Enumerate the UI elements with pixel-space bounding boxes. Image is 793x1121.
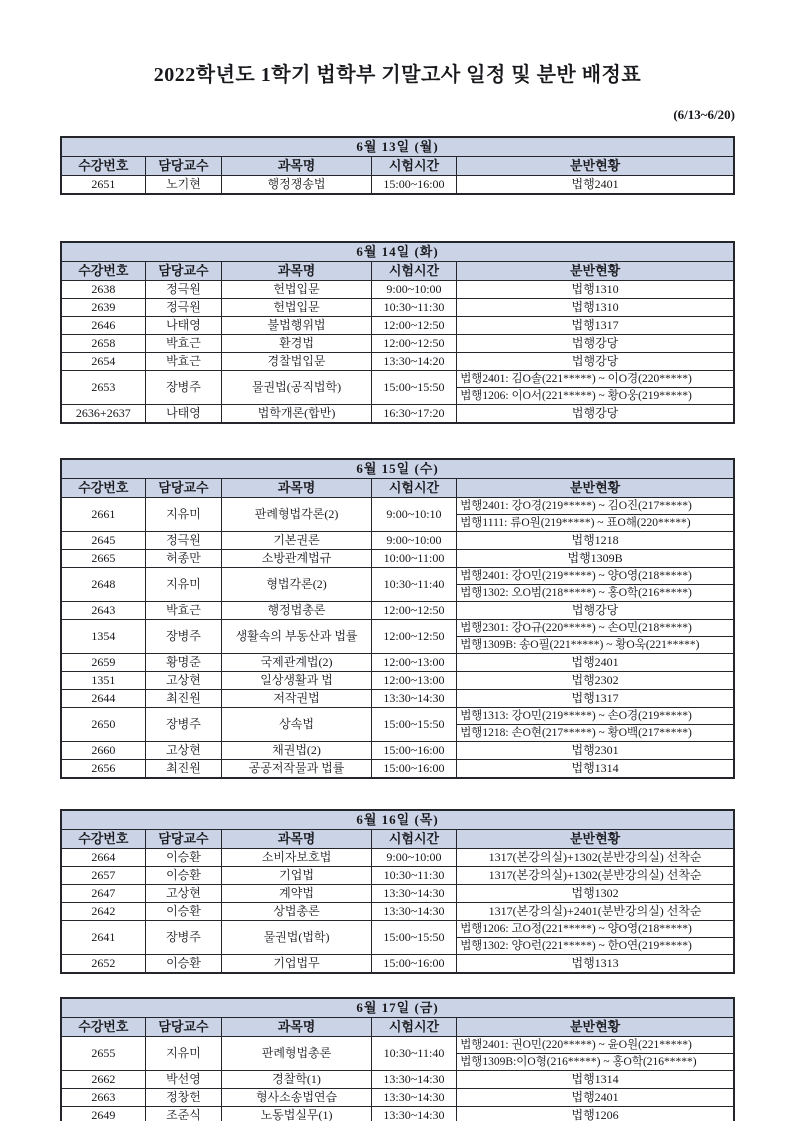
cell-code: 2655 bbox=[61, 1037, 145, 1071]
cell-time: 10:30~11:30 bbox=[371, 299, 456, 317]
cell-room-assignment: 법행강당 bbox=[457, 335, 734, 353]
cell-room-assignment: 법행2401 bbox=[457, 1089, 734, 1107]
cell-room-assignment: 법행강당 bbox=[457, 602, 734, 620]
cell-subject: 국제관계법(2) bbox=[222, 654, 371, 672]
cell-time: 13:30~14:30 bbox=[371, 690, 456, 708]
cell-code: 2638 bbox=[61, 281, 145, 299]
exam-schedule-tables bbox=[60, 136, 735, 1121]
cell-room-assignment: 법행2401: 강O민(219*****) ~ 양O영(218*****) bbox=[457, 568, 734, 585]
cell-subject: 소방관계법규 bbox=[222, 550, 371, 568]
cell-time: 12:00~12:50 bbox=[371, 602, 456, 620]
cell-code: 2664 bbox=[61, 849, 145, 867]
cell-professor: 고상현 bbox=[145, 885, 222, 903]
cell-code: 2639 bbox=[61, 299, 145, 317]
cell-professor: 이승환 bbox=[145, 955, 222, 974]
cell-code: 2654 bbox=[61, 353, 145, 371]
table-date-title: 6월 14일 (화) bbox=[61, 242, 734, 262]
cell-time: 10:00~11:00 bbox=[371, 550, 456, 568]
exam-day-table bbox=[60, 458, 735, 779]
cell-subject: 노동법실무(1) bbox=[222, 1107, 371, 1121]
cell-time: 12:00~13:00 bbox=[371, 672, 456, 690]
table-row bbox=[61, 1107, 734, 1121]
column-header: 담당교수 bbox=[145, 157, 222, 176]
cell-professor: 지유미 bbox=[145, 1037, 222, 1071]
cell-room-assignment: 법행1218 bbox=[457, 532, 734, 550]
column-header: 담당교수 bbox=[145, 830, 222, 849]
cell-room-assignment: 법행2401: 권O민(220*****) ~ 윤O원(221*****) bbox=[457, 1037, 734, 1054]
cell-room-assignment: 법행1317 bbox=[457, 690, 734, 708]
cell-code: 2661 bbox=[61, 498, 145, 532]
cell-professor: 장병주 bbox=[145, 921, 222, 955]
cell-professor: 최진원 bbox=[145, 690, 222, 708]
cell-subject: 형사소송법연습 bbox=[222, 1089, 371, 1107]
column-header: 분반현황 bbox=[457, 830, 734, 849]
column-header: 담당교수 bbox=[145, 1018, 222, 1037]
cell-professor: 지유미 bbox=[145, 568, 222, 602]
cell-room-assignment: 법행1218: 손O현(217*****) ~ 황O백(217*****) bbox=[457, 725, 734, 742]
cell-professor: 정극원 bbox=[145, 532, 222, 550]
cell-room-assignment: 법행1302: 오O범(218*****) ~ 홍O학(216*****) bbox=[457, 585, 734, 602]
cell-time: 15:00~15:50 bbox=[371, 371, 456, 405]
cell-subject: 물권법(법학) bbox=[222, 921, 371, 955]
cell-subject: 판례형법총론 bbox=[222, 1037, 371, 1071]
cell-time: 10:30~11:40 bbox=[371, 1037, 456, 1071]
cell-professor: 나태영 bbox=[145, 405, 222, 424]
table-row bbox=[61, 317, 734, 335]
cell-code: 2647 bbox=[61, 885, 145, 903]
cell-subject: 형법각론(2) bbox=[222, 568, 371, 602]
table-row bbox=[61, 568, 734, 585]
cell-room-assignment: 법행2401 bbox=[457, 176, 734, 195]
cell-time: 13:30~14:30 bbox=[371, 1107, 456, 1121]
column-header: 수강번호 bbox=[61, 479, 145, 498]
cell-subject: 행정법총론 bbox=[222, 602, 371, 620]
table-row bbox=[61, 281, 734, 299]
cell-time: 13:30~14:20 bbox=[371, 353, 456, 371]
cell-room-assignment: 1317(본강의실)+2401(분반강의실) 선착순 bbox=[457, 903, 734, 921]
table-row bbox=[61, 708, 734, 725]
column-header: 수강번호 bbox=[61, 157, 145, 176]
cell-subject: 상속법 bbox=[222, 708, 371, 742]
cell-time: 13:30~14:30 bbox=[371, 885, 456, 903]
cell-code: 2649 bbox=[61, 1107, 145, 1121]
table-row bbox=[61, 885, 734, 903]
cell-room-assignment: 법행2302 bbox=[457, 672, 734, 690]
cell-room-assignment: 법행1309B:이O형(216*****) ~ 홍O학(216*****) bbox=[457, 1054, 734, 1071]
cell-room-assignment: 법행강당 bbox=[457, 353, 734, 371]
cell-code: 2662 bbox=[61, 1071, 145, 1089]
exam-day-table bbox=[60, 136, 735, 195]
column-header: 담당교수 bbox=[145, 479, 222, 498]
cell-time: 15:00~16:00 bbox=[371, 176, 456, 195]
table-row bbox=[61, 760, 734, 779]
column-header: 수강번호 bbox=[61, 1018, 145, 1037]
cell-code: 1354 bbox=[61, 620, 145, 654]
column-header: 분반현황 bbox=[457, 1018, 734, 1037]
page-title: 2022학년도 1학기 법학부 기말고사 일정 및 분반 배정표 bbox=[153, 64, 642, 86]
column-header: 수강번호 bbox=[61, 262, 145, 281]
cell-time: 12:00~13:00 bbox=[371, 654, 456, 672]
cell-time: 12:00~12:50 bbox=[371, 317, 456, 335]
cell-time: 13:30~14:30 bbox=[371, 1071, 456, 1089]
cell-room-assignment: 법행1206: 고O정(221*****) ~ 양O영(218*****) bbox=[457, 921, 734, 938]
cell-professor: 나태영 bbox=[145, 317, 222, 335]
cell-room-assignment: 법행2401 bbox=[457, 654, 734, 672]
cell-time: 10:30~11:40 bbox=[371, 568, 456, 602]
cell-code: 2660 bbox=[61, 742, 145, 760]
cell-professor: 정극원 bbox=[145, 299, 222, 317]
table-row bbox=[61, 1037, 734, 1054]
cell-room-assignment: 법행1310 bbox=[457, 281, 734, 299]
table-row bbox=[61, 405, 734, 424]
table-row bbox=[61, 1089, 734, 1107]
table-date-title: 6월 16일 (목) bbox=[61, 810, 734, 830]
cell-subject: 법학개론(합반) bbox=[222, 405, 371, 424]
table-row bbox=[61, 371, 734, 388]
cell-room-assignment: 법행강당 bbox=[457, 405, 734, 424]
cell-code: 2653 bbox=[61, 371, 145, 405]
cell-subject: 판례형법각론(2) bbox=[222, 498, 371, 532]
cell-subject: 채권법(2) bbox=[222, 742, 371, 760]
table-row bbox=[61, 742, 734, 760]
cell-room-assignment: 법행1302: 양O런(221*****) ~ 한O연(219*****) bbox=[457, 938, 734, 955]
table-row bbox=[61, 353, 734, 371]
cell-room-assignment: 법행1314 bbox=[457, 1071, 734, 1089]
cell-professor: 이승환 bbox=[145, 903, 222, 921]
cell-subject: 기업법무 bbox=[222, 955, 371, 974]
cell-subject: 저작권법 bbox=[222, 690, 371, 708]
column-header: 담당교수 bbox=[145, 262, 222, 281]
cell-subject: 경찰학(1) bbox=[222, 1071, 371, 1089]
cell-subject: 헌법입문 bbox=[222, 299, 371, 317]
cell-code: 2656 bbox=[61, 760, 145, 779]
column-header: 과목명 bbox=[222, 830, 371, 849]
cell-room-assignment: 법행2401: 강O경(219*****) ~ 김O진(217*****) bbox=[457, 498, 734, 515]
cell-professor: 장병주 bbox=[145, 708, 222, 742]
cell-code: 2646 bbox=[61, 317, 145, 335]
table-row bbox=[61, 602, 734, 620]
exam-day-table bbox=[60, 241, 735, 424]
cell-code: 2644 bbox=[61, 690, 145, 708]
cell-subject: 기본권론 bbox=[222, 532, 371, 550]
cell-room-assignment: 법행1317 bbox=[457, 317, 734, 335]
cell-time: 13:30~14:30 bbox=[371, 903, 456, 921]
cell-room-assignment: 법행1313: 강O민(219*****) ~ 손O경(219*****) bbox=[457, 708, 734, 725]
cell-subject: 기업법 bbox=[222, 867, 371, 885]
cell-professor: 정창헌 bbox=[145, 1089, 222, 1107]
cell-professor: 허종만 bbox=[145, 550, 222, 568]
cell-professor: 고상현 bbox=[145, 742, 222, 760]
table-date-title: 6월 17일 (금) bbox=[61, 998, 734, 1018]
cell-code: 2657 bbox=[61, 867, 145, 885]
date-range-label: (6/13~6/20) bbox=[673, 107, 735, 122]
exam-day-table bbox=[60, 809, 735, 974]
column-header: 과목명 bbox=[222, 262, 371, 281]
cell-code: 2645 bbox=[61, 532, 145, 550]
cell-time: 9:00~10:10 bbox=[371, 498, 456, 532]
column-header: 시험시간 bbox=[371, 1018, 456, 1037]
cell-time: 10:30~11:30 bbox=[371, 867, 456, 885]
cell-professor: 장병주 bbox=[145, 620, 222, 654]
cell-professor: 박효근 bbox=[145, 335, 222, 353]
column-header: 분반현황 bbox=[457, 479, 734, 498]
cell-subject: 행정쟁송법 bbox=[222, 176, 371, 195]
cell-room-assignment: 법행1206 bbox=[457, 1107, 734, 1121]
table-row bbox=[61, 903, 734, 921]
column-header: 시험시간 bbox=[371, 262, 456, 281]
cell-professor: 고상현 bbox=[145, 672, 222, 690]
cell-room-assignment: 법행1302 bbox=[457, 885, 734, 903]
cell-time: 9:00~10:00 bbox=[371, 532, 456, 550]
table-row bbox=[61, 550, 734, 568]
cell-subject: 생활속의 부동산과 법률 bbox=[222, 620, 371, 654]
cell-room-assignment: 법행2301 bbox=[457, 742, 734, 760]
cell-code: 2650 bbox=[61, 708, 145, 742]
cell-time: 13:30~14:30 bbox=[371, 1089, 456, 1107]
column-header: 시험시간 bbox=[371, 830, 456, 849]
cell-time: 15:00~16:00 bbox=[371, 742, 456, 760]
cell-code: 1351 bbox=[61, 672, 145, 690]
cell-room-assignment: 법행1310 bbox=[457, 299, 734, 317]
column-header: 수강번호 bbox=[61, 830, 145, 849]
cell-professor: 박효근 bbox=[145, 353, 222, 371]
cell-professor: 장병주 bbox=[145, 371, 222, 405]
cell-professor: 정극원 bbox=[145, 281, 222, 299]
table-date-title: 6월 13일 (월) bbox=[61, 137, 734, 157]
cell-subject: 소비자보호법 bbox=[222, 849, 371, 867]
cell-professor: 황명준 bbox=[145, 654, 222, 672]
cell-code: 2643 bbox=[61, 602, 145, 620]
cell-room-assignment: 법행1206: 이O서(221*****) ~ 황O웅(219*****) bbox=[457, 388, 734, 405]
cell-professor: 박선영 bbox=[145, 1071, 222, 1089]
cell-subject: 경찰법입문 bbox=[222, 353, 371, 371]
table-row bbox=[61, 921, 734, 938]
table-row bbox=[61, 849, 734, 867]
table-row bbox=[61, 498, 734, 515]
cell-professor: 최진원 bbox=[145, 760, 222, 779]
table-row bbox=[61, 620, 734, 637]
cell-subject: 불법행위법 bbox=[222, 317, 371, 335]
cell-code: 2663 bbox=[61, 1089, 145, 1107]
cell-time: 15:00~16:00 bbox=[371, 760, 456, 779]
cell-room-assignment: 법행1309B: 송O필(221*****) ~ 황O욱(221*****) bbox=[457, 637, 734, 654]
cell-time: 16:30~17:20 bbox=[371, 405, 456, 424]
cell-subject: 헌법입문 bbox=[222, 281, 371, 299]
table-row bbox=[61, 690, 734, 708]
cell-room-assignment: 법행1111: 류O원(219*****) ~ 표O해(220*****) bbox=[457, 515, 734, 532]
cell-time: 15:00~15:50 bbox=[371, 921, 456, 955]
cell-code: 2651 bbox=[61, 176, 145, 195]
cell-code: 2641 bbox=[61, 921, 145, 955]
column-header: 과목명 bbox=[222, 157, 371, 176]
column-header: 분반현황 bbox=[457, 262, 734, 281]
cell-room-assignment: 법행2301: 강O규(220*****) ~ 손O민(218*****) bbox=[457, 620, 734, 637]
table-row bbox=[61, 654, 734, 672]
cell-time: 15:00~15:50 bbox=[371, 708, 456, 742]
cell-room-assignment: 1317(본강의실)+1302(분반강의실) 선착순 bbox=[457, 867, 734, 885]
table-row bbox=[61, 335, 734, 353]
cell-code: 2659 bbox=[61, 654, 145, 672]
column-header: 분반현황 bbox=[457, 157, 734, 176]
cell-code: 2658 bbox=[61, 335, 145, 353]
cell-subject: 일상생활과 법 bbox=[222, 672, 371, 690]
table-row bbox=[61, 176, 734, 195]
cell-code: 2636+2637 bbox=[61, 405, 145, 424]
cell-professor: 조준식 bbox=[145, 1107, 222, 1121]
cell-subject: 상법총론 bbox=[222, 903, 371, 921]
table-row bbox=[61, 1071, 734, 1089]
cell-code: 2642 bbox=[61, 903, 145, 921]
cell-time: 9:00~10:00 bbox=[371, 281, 456, 299]
cell-subject: 공공저작물과 법률 bbox=[222, 760, 371, 779]
cell-professor: 이승환 bbox=[145, 867, 222, 885]
cell-room-assignment: 법행1314 bbox=[457, 760, 734, 779]
column-header: 시험시간 bbox=[371, 479, 456, 498]
cell-room-assignment: 법행2401: 김O솔(221*****) ~ 이O경(220*****) bbox=[457, 371, 734, 388]
cell-subject: 물권법(공직법학) bbox=[222, 371, 371, 405]
cell-professor: 박효근 bbox=[145, 602, 222, 620]
cell-professor: 이승환 bbox=[145, 849, 222, 867]
cell-room-assignment: 법행1313 bbox=[457, 955, 734, 974]
cell-time: 12:00~12:50 bbox=[371, 620, 456, 654]
cell-subject: 계약법 bbox=[222, 885, 371, 903]
table-row bbox=[61, 867, 734, 885]
exam-day-table bbox=[60, 997, 735, 1121]
table-row bbox=[61, 672, 734, 690]
cell-room-assignment: 1317(본강의실)+1302(분반강의실) 선착순 bbox=[457, 849, 734, 867]
column-header: 과목명 bbox=[222, 1018, 371, 1037]
cell-professor: 노기현 bbox=[145, 176, 222, 195]
cell-code: 2648 bbox=[61, 568, 145, 602]
cell-professor: 지유미 bbox=[145, 498, 222, 532]
column-header: 시험시간 bbox=[371, 157, 456, 176]
table-row bbox=[61, 955, 734, 974]
table-row bbox=[61, 532, 734, 550]
cell-code: 2652 bbox=[61, 955, 145, 974]
column-header: 과목명 bbox=[222, 479, 371, 498]
cell-time: 12:00~12:50 bbox=[371, 335, 456, 353]
cell-code: 2665 bbox=[61, 550, 145, 568]
table-row bbox=[61, 299, 734, 317]
cell-room-assignment: 법행1309B bbox=[457, 550, 734, 568]
cell-time: 9:00~10:00 bbox=[371, 849, 456, 867]
cell-subject: 환경법 bbox=[222, 335, 371, 353]
cell-time: 15:00~16:00 bbox=[371, 955, 456, 974]
table-date-title: 6월 15일 (수) bbox=[61, 459, 734, 479]
